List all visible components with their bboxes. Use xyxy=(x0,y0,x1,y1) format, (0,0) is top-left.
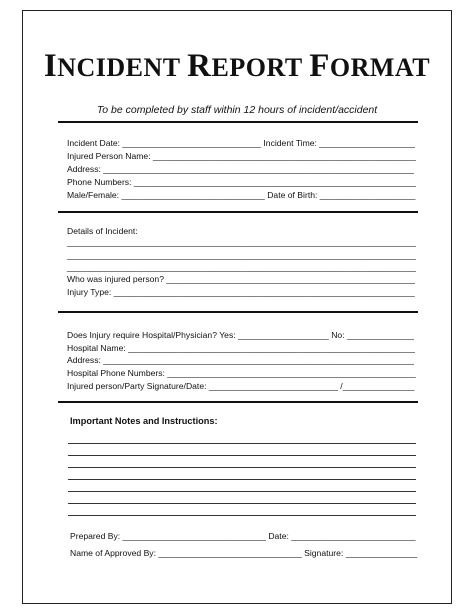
gender-dob-field[interactable]: Male/Female: ______________________________ Date of Birth: ____________________ xyxy=(67,190,416,200)
details-blank-line[interactable]: _________________________________________________________________________ xyxy=(67,237,416,247)
injury-type-field[interactable]: Injury Type: _______________________________________________________________ xyxy=(67,287,415,297)
hospital-name-field[interactable]: Hospital Name: ____________________________________________________________ xyxy=(67,343,415,353)
notes-line[interactable] xyxy=(68,491,416,492)
notes-line[interactable] xyxy=(68,443,416,444)
section-divider xyxy=(58,211,418,213)
details-blank-line[interactable]: _________________________________________________________________________ xyxy=(67,262,416,272)
details-blank-line[interactable]: _________________________________________________________________________ xyxy=(67,250,416,260)
notes-heading: Important Notes and Instructions: xyxy=(70,416,218,426)
who-was-injured-field[interactable]: Who was injured person? ____________________________________________________ xyxy=(67,274,415,284)
hospital-address-field[interactable]: Address: _________________________________________________________________ xyxy=(67,355,414,365)
hospital-phone-field[interactable]: Hospital Phone Numbers: ____________________________________________________ xyxy=(67,368,416,378)
form-subtitle: To be completed by staff within 12 hours of incident/accident xyxy=(96,104,378,116)
signature-date-field[interactable]: Injured person/Party Signature/Date: ___________________________ /_______________ xyxy=(67,381,415,391)
section-divider xyxy=(58,401,418,403)
section-divider xyxy=(58,121,418,123)
address-field[interactable]: Address: _________________________________________________________________ xyxy=(67,164,414,174)
notes-line[interactable] xyxy=(68,479,416,480)
details-of-incident-label: Details of Incident: xyxy=(67,226,138,236)
phone-numbers-field[interactable]: Phone Numbers: ___________________________________________________________ xyxy=(67,177,416,187)
approved-by-field[interactable]: Name of Approved By: ______________________________ Signature: _______________ xyxy=(70,548,418,558)
incident-date-time-field[interactable]: Incident Date: _____________________________ Incident Time: ____________________ xyxy=(67,138,415,148)
notes-line[interactable] xyxy=(68,515,416,516)
form-title: INCIDENT REPORT FORMAT xyxy=(43,48,431,84)
injured-person-name-field[interactable]: Injured Person Name: _______________________________________________________ xyxy=(67,151,416,161)
notes-line[interactable] xyxy=(68,467,416,468)
notes-line[interactable] xyxy=(68,455,416,456)
prepared-by-field[interactable]: Prepared By: ______________________________ Date: __________________________ xyxy=(70,531,416,541)
section-divider xyxy=(58,311,418,313)
hospital-required-field[interactable]: Does Injury require Hospital/Physician? Yes: ___________________ No: ______________ xyxy=(67,330,414,340)
notes-line[interactable] xyxy=(68,503,416,504)
